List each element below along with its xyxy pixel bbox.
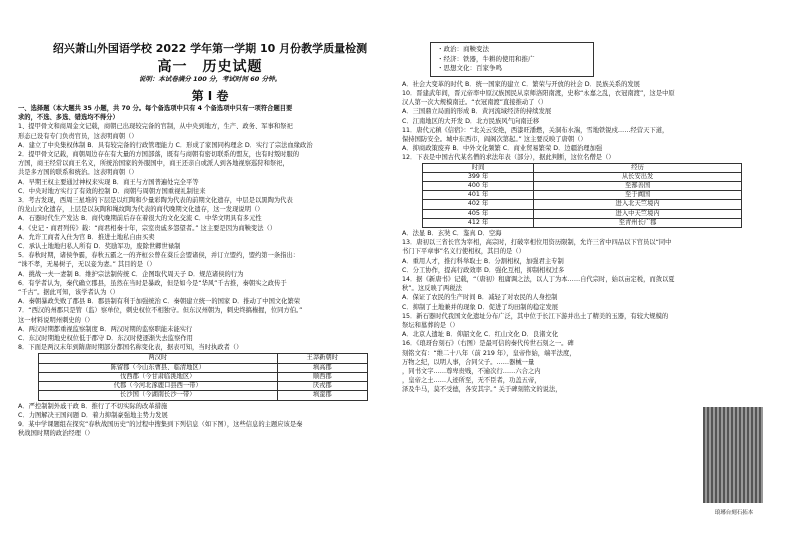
question-line: C．抑制了土地兼并的现象 D．促进了均田制的稳定发展 xyxy=(402,303,559,311)
table-cell: 进入中天竺境内 xyxy=(534,209,742,218)
info-box xyxy=(430,42,594,77)
info-box-item: ・经济：铁器，牛耕的使用和推广 xyxy=(437,54,535,63)
question-line: 1、提甲骨文和商周金文记载，商朝已出现较完备的官制，从中央到地方，生产、政务、军事和祭祀 xyxy=(18,123,293,131)
question-line: C．东汉时期地史权位低于郡守 D．东汉时使逐渐失去监察作用 xyxy=(18,335,193,343)
question-line: 秋战国时期的政治经理（） xyxy=(18,430,94,438)
table-row xyxy=(423,209,742,218)
question-line: A．石器时代生产发达 B．商代晚期前后存在着很大的文化交流 C．中华文明具有多元性 xyxy=(18,215,262,223)
question-line: 12．下表是中国古代某名僧的求法年表（部分），据此判断，这位名僧是（） xyxy=(402,154,615,162)
table-cell: 伐西郡（今甘肃临洮地区） xyxy=(39,372,278,381)
question-line: 方国，商王经常以商王名义，所统治国家的外服国中，商王还亲自或派人到各地视察巡狩和祭祀， xyxy=(18,160,289,168)
table-row xyxy=(39,363,368,372)
question-line: 万物之纪，以明人事，合同父子。……器械一量 xyxy=(402,358,535,366)
question-line: 4．《史记・商君列传》载：“商君相秦十年，宗室贵戚多怨望者。” 这主要是因为商鞅变法（） xyxy=(18,224,277,232)
question-line: ，同书文字……尊卑贵贱，不逾次行……六合之内 xyxy=(402,368,541,376)
question-line: A．秦朝暴政失败了郡县 B．郡县制有利于加强统治 C．秦朝建立统一的国家 D．推动了中国文化繁荣 xyxy=(18,298,301,306)
question-line: 9．某中学课题组在探究“春秋战国历史”的过程中搜集到下列信息（如下图），这些信息的主题应该是秦 xyxy=(18,420,303,428)
table-cell: 填蛮郡 xyxy=(277,391,367,400)
table-cell: 400 年 xyxy=(423,182,534,191)
question-line: 11．唐代元稹《信宿》：“北关云安绝，西漆旺潘燃，关洞布水湍，雪地铁锐戍……经营天下道， xyxy=(402,126,669,134)
monk-timeline-table xyxy=(422,163,742,228)
question-line: 保持国防安全。城中东西市，阎阁次第起。” 这主要反映了唐朝（） xyxy=(402,136,587,143)
table-row xyxy=(423,182,742,191)
question-line: 刻铭文有：“维二十八年（前 219 年），皇帝作始，端平法度， xyxy=(402,349,576,357)
question-line: 15．新石器时代我国文化遗址分布广泛，其中位于长江下游并出土了精美的玉器，有较大规模的 xyxy=(402,312,669,320)
stele-rubbing-image xyxy=(703,407,763,503)
table-row xyxy=(39,391,368,400)
table-cell: 402 年 xyxy=(423,200,534,209)
table-cell: 代郡（今河北涿鹿口县西一带） xyxy=(39,382,278,391)
table-cell: 401 年 xyxy=(423,191,534,200)
question-line: A．严控制制外戚干政 B．推行了不切实际的改革措施 xyxy=(18,402,168,410)
question-line: 7．“西汉的州郡只是管（监）察单位，刺史权位不相独守。但东汉州朝为，刺史终搞権握，位同方伯。” xyxy=(18,307,303,315)
table-cell: 从长安出发 xyxy=(534,172,742,181)
question-line: 13．唐初以三省长官为宰相，高宗时，打破宰相位用资历限制，允许三省中四品以下官员以“同中 xyxy=(402,239,672,247)
question-line: C．力图解决王国问题 D．着力抑制豪强地主势力发展 xyxy=(18,411,168,419)
question-line: “诛不孝，无易树子，无以妾为妻。” 其目的是（） xyxy=(18,261,156,269)
question-line: 祭坛和墓葬的是（） xyxy=(402,322,459,330)
question-line: C．分工协作，提高行政效率 D．强化互相，抑制相权过多 xyxy=(402,266,565,274)
table-cell: 405 年 xyxy=(423,209,534,218)
section-heading: 第 Ⅰ 卷 xyxy=(191,89,229,103)
question-line: C．中央对地方实行了有效的控制 D．商朝与周朝方国重视礼制往来 xyxy=(18,187,206,195)
left-column xyxy=(18,104,396,438)
question-line: A．挑战一夫一妻制 B．维护宗法制传统 C．企图取代周天子 D．规范诸侯的行为 xyxy=(18,270,244,278)
question-line: 泽及牛马，莫不受德，各安其宇。” 关于碑刻铭文的说法， xyxy=(402,386,562,394)
question-line: 求的，不选、多选、错选均不得分） xyxy=(18,114,119,122)
question-line: A．早期王权主要通过神权来实现 B．商王与方国普遍处完全平等 xyxy=(18,178,199,186)
question-line: A．允许工商者入仕为官 B．推进土地私自由买卖 xyxy=(18,233,155,241)
question-line: 汉人第一次大规模南迁。“衣冠南渡”直接推动了（） xyxy=(402,99,548,107)
question-line: 6．有学者认为，秦代确立郡县，虽然在当时是暴政，但是如今是“华风”千古推，秦朝实之政传于 xyxy=(18,279,287,287)
question-line: A．抑商政策废弃 B．中外文化频繁 C．商业贸易繁荣 D．边疆治理加强 xyxy=(402,145,603,153)
question-line: C．承认土地地归私人所有 D．奖励军功，废除世卿世禄制 xyxy=(18,243,181,251)
table-cell: 填高郡 xyxy=(277,363,367,372)
question-line: 8．下面是两汉末年到隋唐时期部分都国名称变化表，据表可知，当时执政者（） xyxy=(18,344,243,352)
exam-title: 绍兴萧山外国语学校 2022 学年第一学期 10 月份教学质量检测 xyxy=(52,42,368,55)
question-line: 这一材料说明州刺史的（） xyxy=(18,316,94,324)
info-box-item: ・政治：商鞅变法 xyxy=(437,45,489,53)
table-cell: 陈留郡（今山东曹县、临清地区） xyxy=(39,363,278,372)
table-row xyxy=(39,372,368,381)
question-line: A．建立了中央集权体制 B．具有较完备的行政管理能力 C．形成了家国同构理念 D．实行了宗法血缘政治 xyxy=(18,141,313,149)
question-line: 共是多方国的联系和统治。这表明商朝（） xyxy=(18,169,138,177)
table-cell: 412 年 xyxy=(423,218,534,227)
question-line: A．两汉时期都重视监察制度 B．两汉时期的监察职能未能实行 xyxy=(18,325,193,333)
exam-note: 说明：本试卷满分 100 分，考试时间 60 分钟。 xyxy=(138,75,282,83)
question-line: A．三国鼎立局面的形成 B．黄河流域经济的持续发展 xyxy=(402,108,552,116)
question-line: C．江南地区的大开发 D．北方民族风气向南迁移 xyxy=(402,117,540,125)
table-row xyxy=(39,382,368,391)
question-line: 2．提甲骨文记载，商朝周边存在有大量的方国部落，既有与商朝有密切联系的盟友，也有时叛时服的 xyxy=(18,151,300,159)
right-column xyxy=(402,42,782,395)
county-name-table xyxy=(38,353,368,400)
question-line: ，皇帝之土……人迹所至，无不臣者，功盖五帝， xyxy=(402,377,541,385)
table-cell: 至鄯善国 xyxy=(534,182,742,191)
question-line: 10．晋建武年间，晋元帝率中原汉族国民从京师洛阳南渡，史称“永嘉之乱，衣冠南渡”，这是中原 xyxy=(402,89,675,97)
question-line: 14．据《新唐书》记载，“（唐初）租庸调之法，以人丁为本……自代宗时，始以亩定税，而敛以夏 xyxy=(402,276,675,284)
question-line: 5．春秋时期，诸侯争霸，春秋五霸之一的齐桓公曾在葵丘会盟诸侯，并订立盟约，盟约第一条指出： xyxy=(18,252,300,260)
table-cell: 进入北天竺境内 xyxy=(534,200,742,209)
question-line: 3．考古发现，西周三星堆的下层是以红陶和少量彩陶为代表的前期文化遗存，中层是以黑陶为代表 xyxy=(18,197,293,205)
question-line: 书门下平章事”名义行使相权，其目的是（） xyxy=(402,248,525,256)
table-cell: 厌戎郡 xyxy=(277,382,367,391)
table-header: 经历 xyxy=(534,163,742,172)
question-line: 16．《琅玡台刻石》（右图）是最可信的秦代传世石刻之一。碑 xyxy=(402,340,574,348)
table-cell: 长沙国（今湖南长沙一带） xyxy=(39,391,278,400)
question-line: 一、选择题（本大题共 35 小题，共 70 分。每个备选项中只有 4 个备选项中只有一项符合题目要 xyxy=(18,105,293,112)
question-line: 形态已设有专门负责官员，这表明商朝（） xyxy=(18,132,138,140)
table-header: 王莽新朝时 xyxy=(277,354,367,363)
table-cell: 399 年 xyxy=(423,172,534,181)
question-line: A．北京人遗址 B．仰韶文化 C．红山文化 D．良渚文化 xyxy=(402,331,559,339)
question-line: “千古”。据此可知，该学者认为（） xyxy=(18,289,119,297)
question-line: 的龙山文化遗存，上层是以灰陶和绳纹陶为代表的商代晚期文化遗存，这一发现说明（） xyxy=(18,206,264,214)
question-line: A．社会大变革的时代 B．统一国家的建立 C．繁荣与开放的社会 D．民族关系的发展 xyxy=(402,80,640,88)
table-cell: 顺西郡 xyxy=(277,372,367,381)
stele-caption: 琅琊台刻石拓本 xyxy=(714,510,754,516)
table-row xyxy=(423,191,742,200)
table-row xyxy=(423,200,742,209)
info-box-item: ・思想文化：百家争鸣 xyxy=(437,64,502,73)
question-line: A．保证了农民的生产时间 B．减轻了对农民的人身控制 xyxy=(402,294,558,302)
table-cell: 至于阗国 xyxy=(534,191,742,200)
question-line: A．法显 B．玄奘 C．鉴真 D．空海 xyxy=(402,230,502,238)
table-row xyxy=(423,218,742,227)
table-cell: 至青州长广郡 xyxy=(534,218,742,227)
question-line: A．重用人才，推行科举取士 B．分割相权，加强君主专制 xyxy=(402,257,564,265)
table-header: 两汉时 xyxy=(39,354,278,363)
question-line: 秋”。这反映了两税法 xyxy=(402,285,462,293)
table-row xyxy=(423,172,742,181)
exam-subtitle: 高一 历史试题 xyxy=(157,59,263,75)
table-header: 时间 xyxy=(423,163,534,172)
